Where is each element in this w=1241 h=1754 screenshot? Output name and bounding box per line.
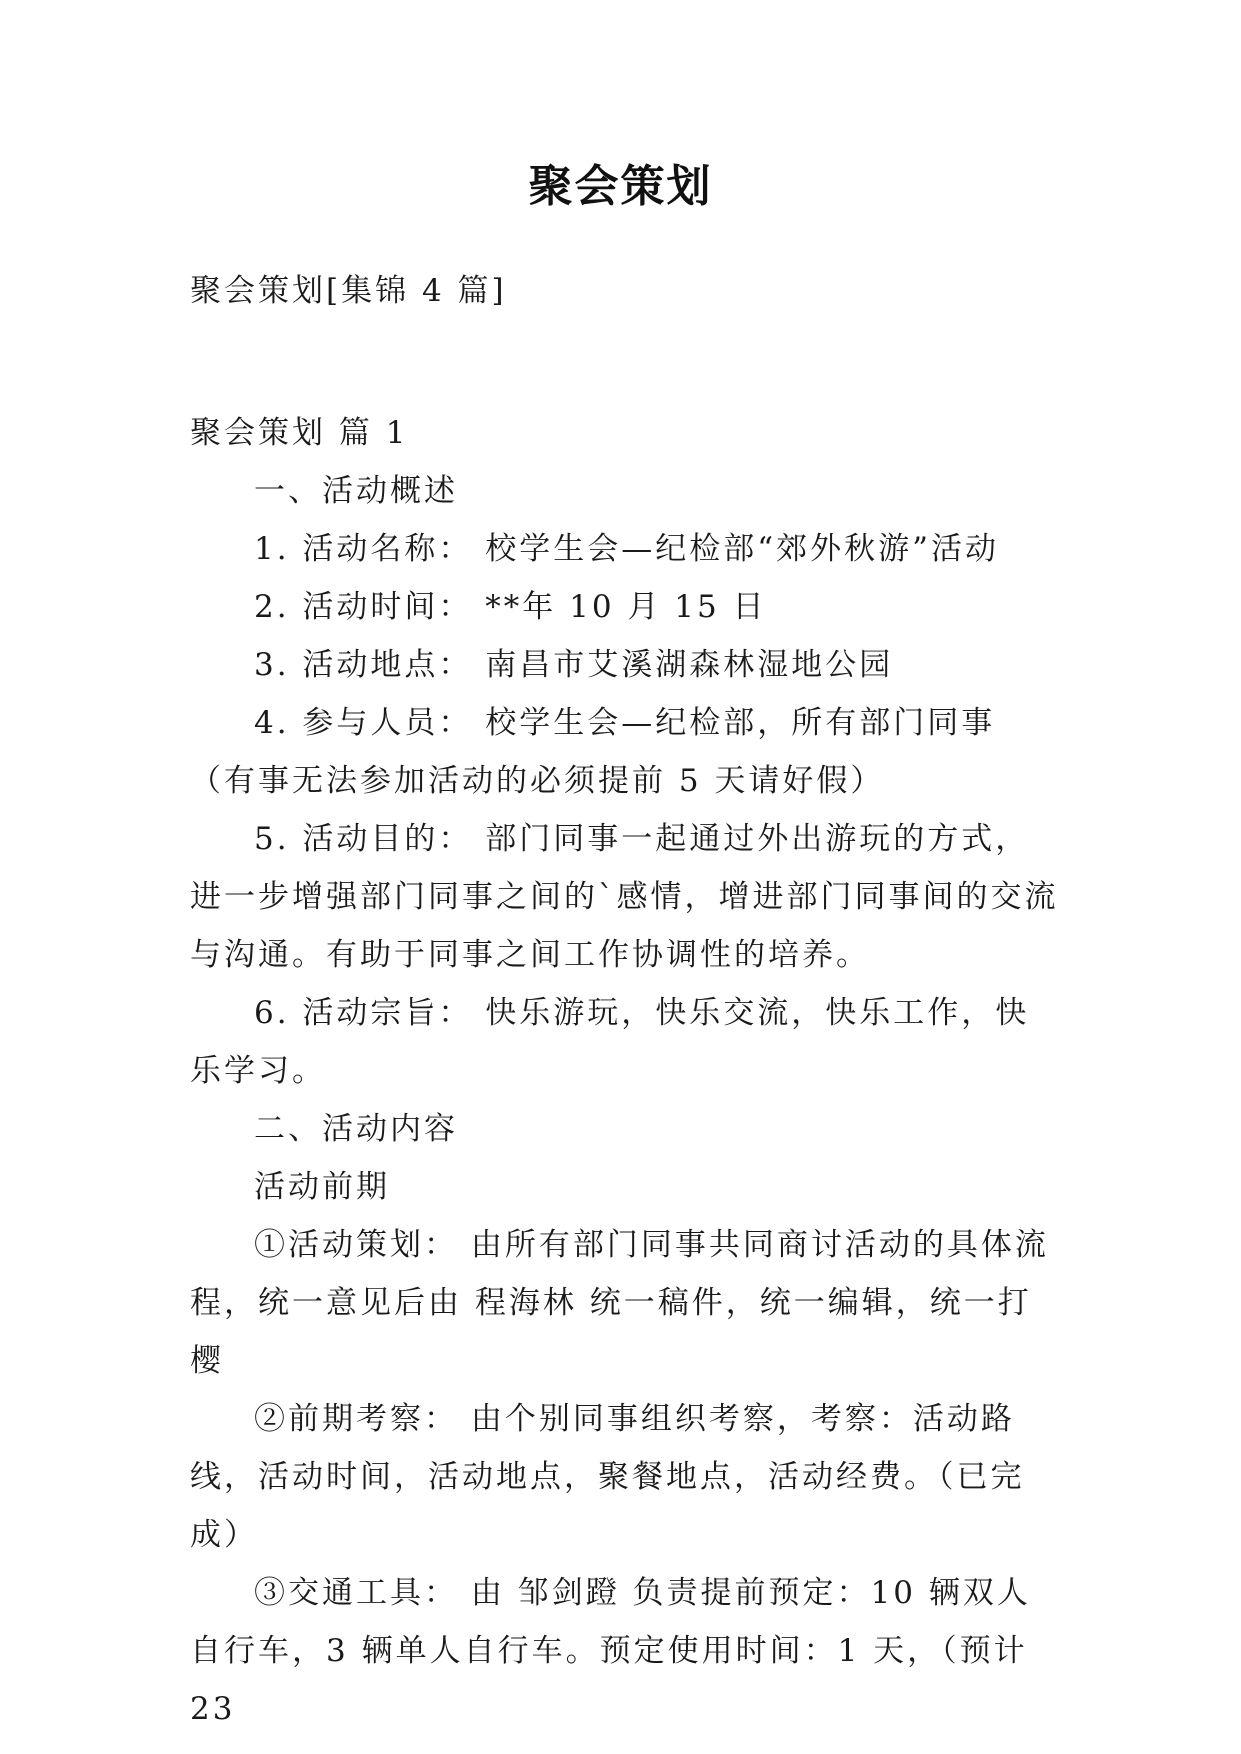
paragraph: ②前期考察： 由个别同事组织考察，考察：活动路线，活动时间，活动地点，聚餐地点，活动经费。（已完成） — [190, 1401, 1025, 1553]
paragraph: 3. 活动地点： 南昌市艾溪湖森林湿地公园 — [254, 647, 894, 683]
paragraph: ③交通工具： 由 邹剑蹬 负责提前预定：10 辆双人自行车，3 辆单人自行车。预定使用时间：1 天，（预计 23 — [190, 1575, 1031, 1727]
part-heading: 一、活动概述 — [254, 473, 458, 509]
document-subtitle: 聚会策划[集锦 4 篇] — [190, 273, 507, 309]
paragraph: 2. 活动时间： **年 10 月 15 日 — [254, 589, 767, 625]
sub-heading: 活动前期 — [254, 1169, 390, 1205]
paragraph: 4. 参与人员： 校学生会—纪检部，所有部门同事（有事无法参加活动的必须提前 5 天请好假） — [190, 705, 996, 799]
part-heading: 二、活动内容 — [254, 1111, 458, 1147]
section-heading: 聚会策划 篇 1 — [190, 415, 409, 451]
paragraph: 6. 活动宗旨： 快乐游玩，快乐交流，快乐工作，快乐学习。 — [190, 995, 1030, 1089]
paragraph: ①活动策划： 由所有部门同事共同商讨活动的具体流程，统一意见后由 程海林 统一稿件，统一编辑，统一打樱 — [190, 1227, 1049, 1379]
paragraph: 1. 活动名称： 校学生会—纪检部“郊外秋游”活动 — [254, 531, 999, 567]
document-title: 聚会策划 — [528, 161, 713, 212]
document-body — [190, 404, 1060, 1738]
paragraph: 5. 活动目的： 部门同事一起通过外出游玩的方式，进一步增强部门同事之间的`感情，增进部门同事间的交流与沟通。有助于同事之间工作协调性的培养。 — [190, 821, 1059, 973]
